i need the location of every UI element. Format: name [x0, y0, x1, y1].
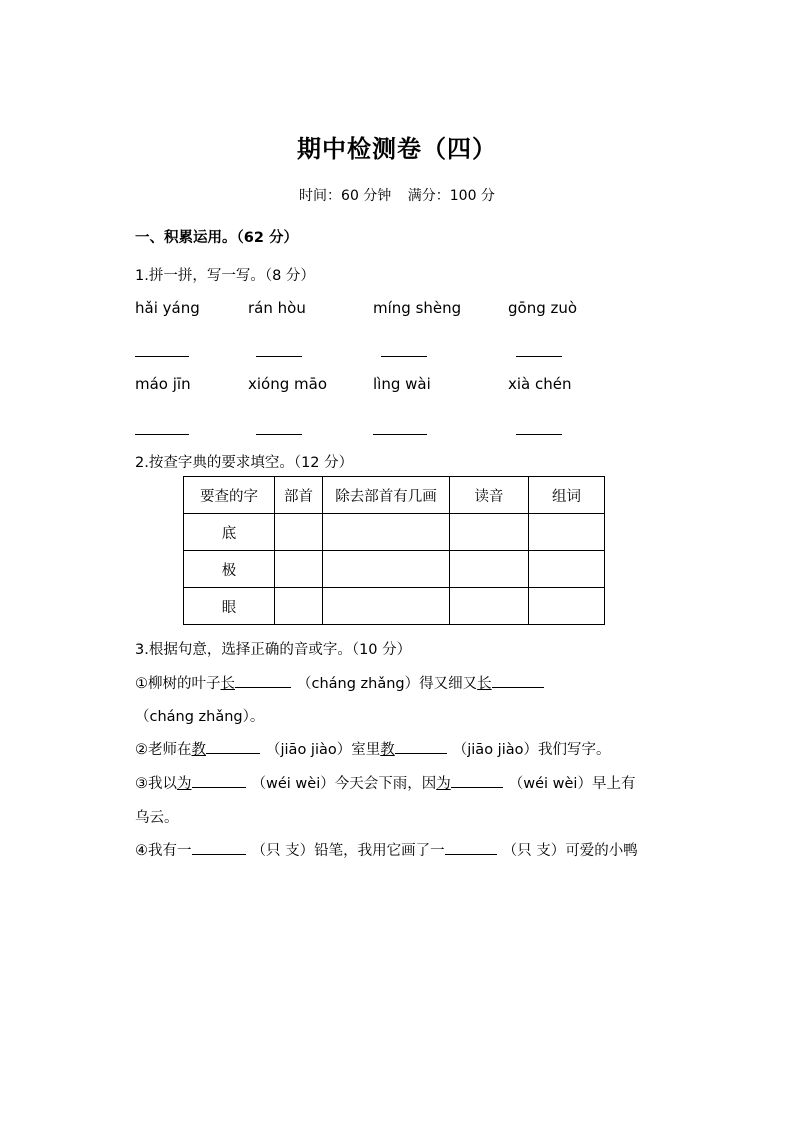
answer-blank[interactable] — [192, 772, 246, 788]
pinyin-item: rán hòu — [248, 299, 306, 317]
lookup-char: 底 — [184, 514, 275, 551]
lookup-char: 极 — [184, 551, 275, 588]
column-header: 部首 — [275, 477, 323, 514]
answer-cell[interactable] — [323, 588, 450, 625]
sentence-1: ①柳树的叶子长 （cháng zhǎng）得又细又长 — [135, 672, 544, 693]
table-row — [184, 551, 605, 588]
pinyin-item: lìng wài — [373, 375, 431, 393]
answer-blank[interactable] — [373, 434, 427, 435]
dictionary-table — [183, 476, 605, 625]
column-header: 要查的字 — [184, 477, 275, 514]
sentence-3-continued: 乌云。 — [135, 810, 179, 826]
answer-blank[interactable] — [135, 356, 189, 357]
pinyin-item: gōng zuò — [508, 299, 578, 317]
answer-blank[interactable] — [516, 356, 562, 357]
question-3-prompt: 3.根据句意，选择正确的音或字。（10 分） — [135, 642, 412, 658]
answer-blank[interactable] — [206, 738, 260, 754]
answer-blank[interactable] — [516, 434, 562, 435]
column-header: 读音 — [450, 477, 529, 514]
sentence-2: ②老师在教 （jiāo jiào）室里教 （jiāo jiào）我们写字。 — [135, 738, 611, 759]
table-row — [184, 588, 605, 625]
pinyin-item: míng shèng — [373, 299, 462, 317]
section-heading: 一、积累运用。（62 分） — [135, 230, 298, 246]
answer-blank[interactable] — [256, 356, 302, 357]
answer-cell[interactable] — [529, 588, 605, 625]
answer-cell[interactable] — [450, 551, 529, 588]
time-limit: 时间：60 分钟 — [299, 188, 392, 204]
answer-blank[interactable] — [235, 672, 291, 688]
answer-cell[interactable] — [529, 551, 605, 588]
target-char: 教 — [191, 742, 206, 758]
page-title: 期中检测卷（四） — [297, 135, 497, 163]
lookup-char: 眼 — [184, 588, 275, 625]
column-header: 除去部首有几画 — [323, 477, 450, 514]
sentence-4: ④我有一 （只 支）铅笔，我用它画了一 （只 支）可爱的小鸭 — [135, 839, 638, 860]
answer-blank[interactable] — [135, 434, 189, 435]
table-header-row — [184, 477, 605, 514]
answer-blank[interactable] — [492, 672, 544, 688]
exam-meta — [0, 185, 794, 205]
pinyin-item: xióng māo — [248, 375, 327, 393]
target-char: 为 — [177, 776, 192, 792]
answer-blank[interactable] — [445, 839, 497, 855]
answer-blank[interactable] — [192, 839, 246, 855]
answer-blank[interactable] — [381, 356, 427, 357]
answer-cell[interactable] — [323, 514, 450, 551]
target-char: 长 — [220, 676, 235, 692]
answer-cell[interactable] — [323, 551, 450, 588]
answer-cell[interactable] — [275, 514, 323, 551]
question-1-prompt: 1.拼一拼，写一写。（8 分） — [135, 268, 315, 284]
answer-cell[interactable] — [275, 588, 323, 625]
answer-blank[interactable] — [451, 772, 503, 788]
table-row — [184, 514, 605, 551]
pinyin-item: hǎi yáng — [135, 299, 200, 317]
answer-cell[interactable] — [450, 514, 529, 551]
answer-cell[interactable] — [529, 514, 605, 551]
sentence-3: ③我以为 （wéi wèi）今天会下雨，因为 （wéi wèi）早上有 — [135, 772, 635, 793]
question-2-prompt: 2.按查字典的要求填空。（12 分） — [135, 455, 354, 471]
target-char: 教 — [380, 742, 395, 758]
answer-blank[interactable] — [395, 738, 447, 754]
target-char: 为 — [436, 776, 451, 792]
answer-cell[interactable] — [450, 588, 529, 625]
answer-blank[interactable] — [256, 434, 302, 435]
target-char: 长 — [477, 676, 492, 692]
answer-cell[interactable] — [275, 551, 323, 588]
pinyin-item: xià chén — [508, 375, 572, 393]
pinyin-item: máo jīn — [135, 375, 191, 393]
full-score: 满分：100 分 — [407, 188, 495, 204]
column-header: 组词 — [529, 477, 605, 514]
sentence-1-continued: （cháng zhǎng）。 — [135, 709, 265, 725]
